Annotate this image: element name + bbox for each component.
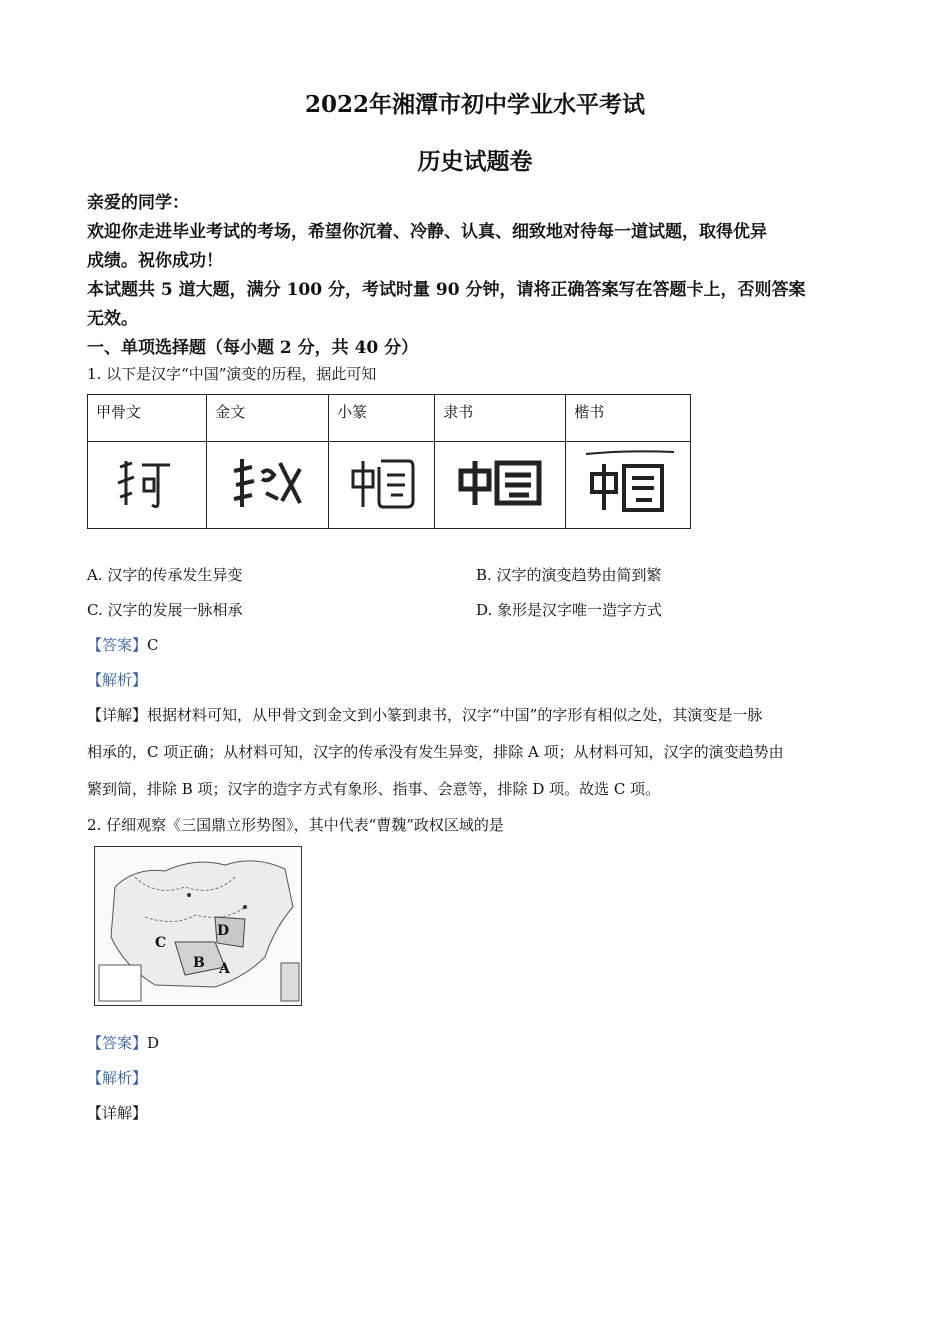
rules-line-1: 本试题共 5 道大题，满分 100 分，考试时量 90 分钟，请将正确答案写在答题卡上，否则答案: [87, 280, 806, 300]
header-bronze: 金文: [207, 395, 329, 442]
glyph-bronze: [207, 442, 329, 529]
intro-line-2: 成绩。祝你成功！: [87, 251, 223, 271]
map-label-d: D: [217, 923, 230, 939]
rules-line-2: 无效。: [87, 309, 138, 329]
map-label-a: A: [219, 961, 230, 977]
q1-option-c[interactable]: C. 汉字的发展一脉相承: [87, 601, 243, 619]
q2-analysis-label: 【解析】: [87, 1069, 148, 1087]
q1-option-b[interactable]: B. 汉字的演变趋势由简到繁: [476, 566, 662, 584]
script-evolution-table: [87, 394, 691, 529]
small-seal-glyph-image: [347, 453, 417, 513]
q1-answer-row: [87, 634, 159, 655]
glyph-oracle-bone: [88, 442, 207, 529]
q1-detail-text-1: 根据材料可知，从甲骨文到金文到小篆到隶书，汉字“中国”的字形有相似之处，其演变是一脉: [147, 706, 763, 724]
oracle-bone-glyph-image: [112, 453, 182, 513]
q2-answer-row: [87, 1032, 159, 1053]
q1-detail-line-3: 繁到简，排除 B 项；汉字的造字方式有象形、指事、会意等，排除 D 项。故选 C 项。: [87, 780, 661, 798]
q1-detail-label: 【详解】: [87, 706, 148, 724]
header-oracle-bone: 甲骨文: [88, 395, 207, 442]
question-2-stem: 2. 仔细观察《三国鼎立形势图》，其中代表“曹魏”政权区域的是: [87, 816, 504, 834]
clerical-glyph-image: [455, 453, 545, 513]
exam-title: 2022年湘潭市初中学业水平考试: [304, 91, 645, 118]
q1-detail-line-2: 相承的，C 项正确；从材料可知，汉字的传承没有发生异变，排除 A 项；从材料可知，汉字的演变趋势由: [87, 743, 784, 761]
q2-answer: D: [147, 1034, 160, 1052]
regular-script-glyph-image: [578, 448, 678, 518]
q1-option-a[interactable]: A. 汉字的传承发生异变: [87, 566, 243, 584]
header-clerical: 隶书: [435, 395, 566, 442]
glyph-regular: [566, 442, 691, 529]
q2-answer-label: 【答案】: [87, 1034, 148, 1052]
q1-answer-label: 【答案】: [87, 636, 148, 654]
three-kingdoms-map: [94, 846, 302, 1006]
map-label-b: B: [193, 955, 205, 971]
q1-analysis-label: 【解析】: [87, 671, 148, 689]
q1-detail-line-1: [87, 704, 762, 725]
exam-subtitle: 历史试题卷: [417, 148, 533, 175]
header-regular: 楷书: [566, 395, 691, 442]
map-label-c: C: [155, 935, 167, 951]
question-1-stem: 1. 以下是汉字“中国”演变的历程，据此可知: [87, 365, 377, 383]
header-small-seal: 小篆: [329, 395, 435, 442]
bronze-glyph-image: [228, 453, 308, 513]
glyph-clerical: [435, 442, 566, 529]
greeting: 亲爱的同学：: [87, 193, 189, 213]
q1-answer: C: [147, 636, 159, 654]
section-heading: 一、单项选择题（每小题 2 分，共 40 分）: [87, 338, 419, 358]
intro-line-1: 欢迎你走进毕业考试的考场，希望你沉着、冷静、认真、细致地对待每一道试题，取得优异: [87, 222, 767, 242]
glyph-small-seal: [329, 442, 435, 529]
q2-detail-label: 【详解】: [87, 1104, 148, 1122]
three-kingdoms-map-image: [95, 847, 301, 1005]
q1-option-d[interactable]: D. 象形是汉字唯一造字方式: [476, 601, 663, 619]
